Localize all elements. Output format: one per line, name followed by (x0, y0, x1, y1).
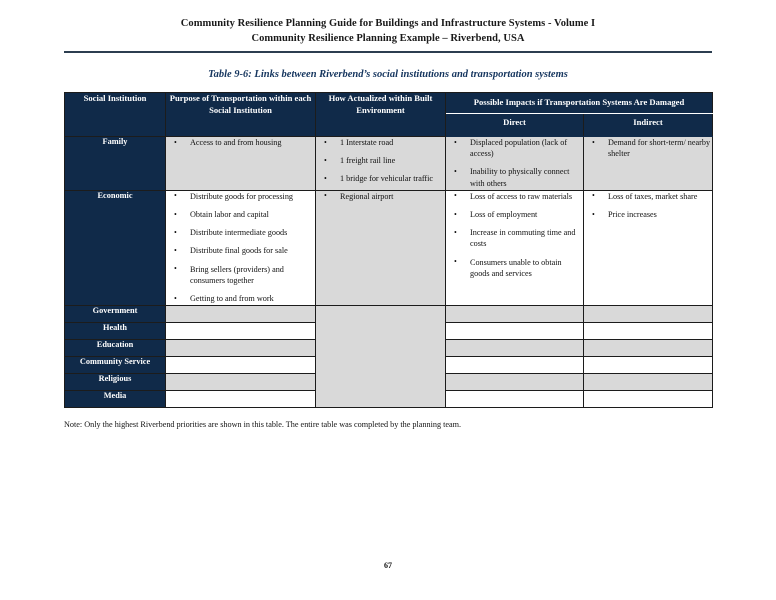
purpose-list-item: • Obtain labor and capital (166, 209, 315, 220)
col-header-purpose: Purpose of Transportation within each Social Institution (166, 93, 316, 137)
cell-how-actualized-merged (316, 306, 446, 408)
direct-list (446, 191, 583, 279)
indirect-list-item: • Loss of taxes, market share (584, 191, 712, 202)
row-label-religious: Religious (65, 374, 166, 391)
row-label-community-service: Community Service (65, 357, 166, 374)
table-note: Note: Only the highest Riverbend priorities are shown in this table. The entire table was completed by the planning team. (64, 420, 462, 430)
cell-indirect (584, 340, 713, 357)
purpose-list-item: • Bring sellers (providers) and consumers together (166, 264, 315, 286)
row-label-media: Media (65, 391, 166, 408)
row-label-economic: Economic (65, 190, 166, 305)
indirect-list (584, 191, 712, 220)
direct-list (446, 137, 583, 189)
row-label-health: Health (65, 323, 166, 340)
row-label-education: Education (65, 340, 166, 357)
direct-list-item: • Loss of access to raw materials (446, 191, 583, 202)
cell-direct (446, 137, 584, 191)
how-actualized-list (316, 137, 445, 185)
cell-how-actualized (316, 137, 446, 191)
cell-indirect (584, 190, 713, 305)
table-row (65, 137, 713, 191)
direct-list-item: • Displaced population (lack of access) (446, 137, 583, 159)
row-label-government: Government (65, 306, 166, 323)
purpose-list (166, 191, 315, 304)
cell-purpose (166, 190, 316, 305)
direct-list-item: • Inability to physically connect with others (446, 166, 583, 188)
col-header-how-actualized: How Actualized within Built Environment (316, 93, 446, 137)
cell-indirect (584, 323, 713, 340)
direct-list-item: • Consumers unable to obtain goods and services (446, 257, 583, 279)
cell-indirect (584, 137, 713, 191)
table-caption: Table 9-6: Links between Riverbend’s social institutions and transportation systems (208, 69, 568, 80)
table-row (65, 306, 713, 323)
cell-purpose (166, 357, 316, 374)
row-label-family: Family (65, 137, 166, 191)
cell-direct (446, 323, 584, 340)
cell-indirect (584, 306, 713, 323)
purpose-list-item: • Distribute final goods for sale (166, 245, 315, 256)
direct-list-item: • Loss of employment (446, 209, 583, 220)
header-divider (64, 51, 712, 53)
cell-indirect (584, 374, 713, 391)
indirect-list (584, 137, 712, 159)
running-header (0, 0, 776, 46)
cell-purpose (166, 137, 316, 191)
cell-purpose (166, 391, 316, 408)
cell-direct (446, 374, 584, 391)
cell-purpose (166, 374, 316, 391)
purpose-list (166, 137, 315, 148)
header-line-1: Community Resilience Planning Guide for Buildings and Infrastructure Systems - Volume I (180, 18, 596, 29)
cell-indirect (584, 391, 713, 408)
cell-direct (446, 391, 584, 408)
how-actualized-list-item: • Regional airport (316, 191, 445, 202)
cell-purpose (166, 306, 316, 323)
cell-direct (446, 357, 584, 374)
cell-purpose (166, 340, 316, 357)
col-header-indirect: Indirect (584, 114, 713, 137)
col-header-social-institution: Social Institution (65, 93, 166, 137)
col-header-direct: Direct (446, 114, 584, 137)
cell-direct (446, 190, 584, 305)
table-body (65, 137, 713, 408)
header-row-top (65, 93, 713, 114)
how-actualized-list (316, 191, 445, 202)
cell-direct (446, 340, 584, 357)
how-actualized-list-item: • 1 bridge for vehicular traffic (316, 173, 445, 184)
how-actualized-list-item: • 1 freight rail line (316, 155, 445, 166)
purpose-list-item: • Getting to and from work (166, 293, 315, 304)
indirect-list-item: • Demand for short-term/ nearby shelter (584, 137, 712, 159)
purpose-list-item: • Distribute goods for processing (166, 191, 315, 202)
how-actualized-list-item: • 1 Interstate road (316, 137, 445, 148)
cell-direct (446, 306, 584, 323)
cell-how-actualized (316, 190, 446, 305)
cell-purpose (166, 323, 316, 340)
page-number: 67 (384, 561, 392, 570)
purpose-list-item: • Distribute intermediate goods (166, 227, 315, 238)
indirect-list-item: • Price increases (584, 209, 712, 220)
direct-list-item: • Increase in commuting time and costs (446, 227, 583, 249)
table-container (64, 92, 712, 408)
links-table (64, 92, 713, 408)
col-header-impacts-group: Possible Impacts if Transportation Systems Are Damaged (446, 93, 713, 114)
purpose-list-item: • Access to and from housing (166, 137, 315, 148)
table-head (65, 93, 713, 137)
cell-indirect (584, 357, 713, 374)
table-row (65, 190, 713, 305)
header-line-2: Community Resilience Planning Example – Riverbend, USA (251, 32, 525, 44)
